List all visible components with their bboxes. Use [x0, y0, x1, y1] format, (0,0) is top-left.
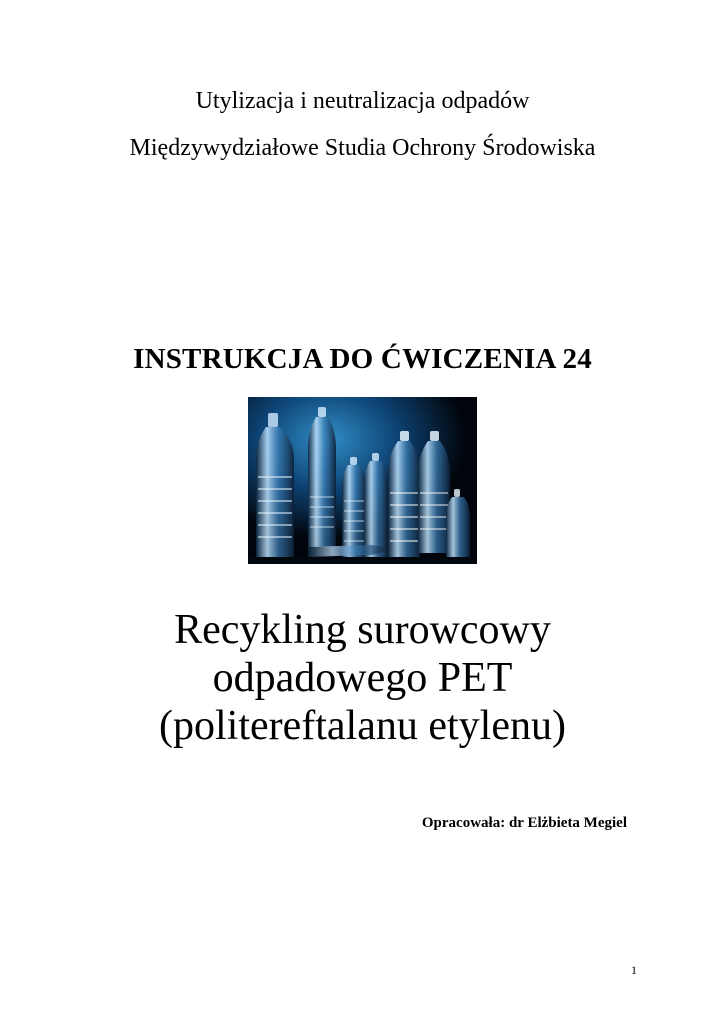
- bottle-tall: [308, 407, 336, 547]
- bottle-middle: [342, 457, 366, 557]
- exercise-heading: INSTRUKCJA DO ĆWICZENIA 24: [133, 343, 592, 375]
- title-line-3: (politereftalanu etylenu): [159, 703, 566, 749]
- page-number: 1: [631, 963, 637, 977]
- study-program: Międzywydziałowe Studia Ochrony Środowiska: [129, 135, 596, 161]
- pet-bottles-photo: [248, 397, 477, 564]
- title-line-1: Recykling surowcowy: [174, 607, 551, 653]
- author-credit: Opracowała: dr Elżbieta Megiel: [421, 815, 627, 831]
- bottle-middle-2: [364, 453, 388, 557]
- title-line-2: odpadowego PET: [212, 655, 513, 701]
- course-title: Utylizacja i neutralizacja odpadów: [195, 88, 530, 114]
- document-title: [0, 606, 725, 750]
